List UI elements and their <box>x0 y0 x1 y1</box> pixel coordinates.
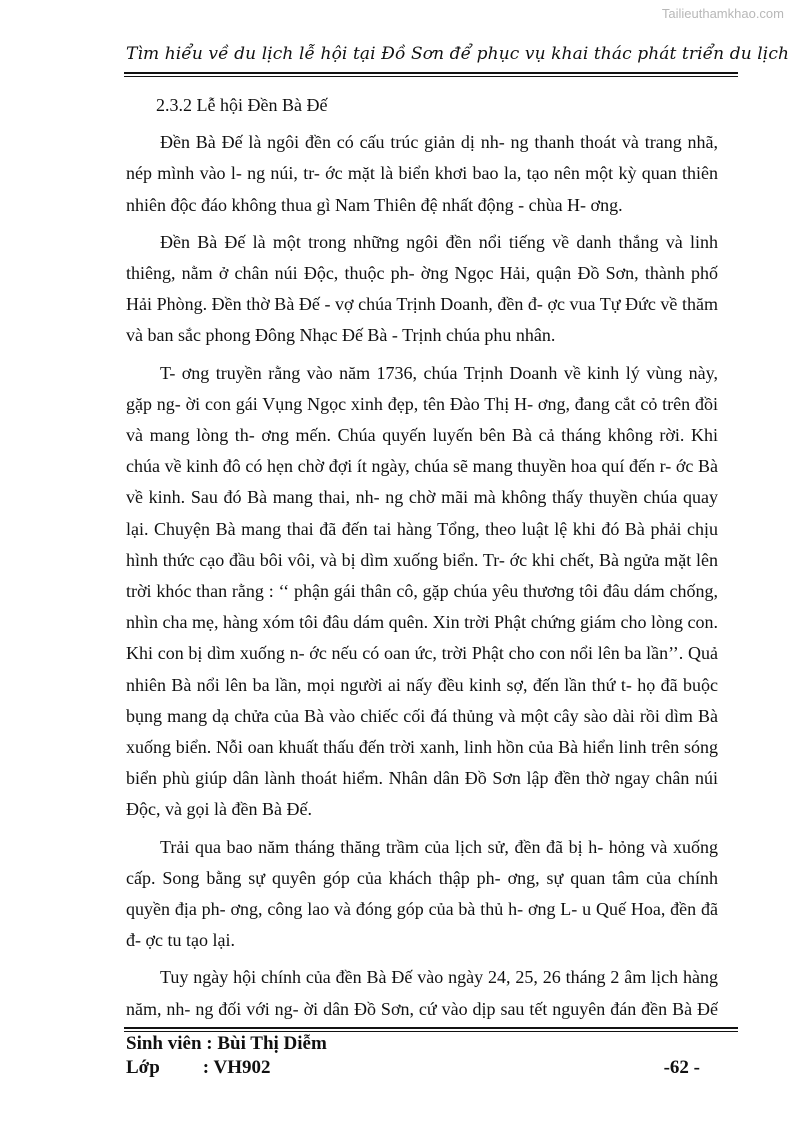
page-number: -62 - <box>663 1057 700 1078</box>
footer-rule-thin <box>124 1031 738 1032</box>
header-rule <box>124 72 738 74</box>
footer-rule <box>124 1027 738 1029</box>
class-value: : VH902 <box>202 1057 271 1078</box>
footer-class <box>126 1057 716 1079</box>
paragraph-4: Trải qua bao năm tháng thăng trầm của lịch sử, đền đã bị h- hỏng và xuống cấp. Song bằng sự quyên góp của khách thập ph- ơng, sự quan tâm của chính quyền địa ph- ơng, công lao và đóng góp của bà thủ h- ơng L- u Quế Hoa, đền đã đ- ợc tu tạo lại. <box>126 836 718 951</box>
paragraph-1: Đền Bà Đế là ngôi đền có cấu trúc giản dị nh- ng thanh thoát và trang nhã, nép mình vào l- ng núi, tr- ớc mặt là biển khơi bao la, tạo nên một kỳ quan thiên nhiên độc đáo không thua gì Nam Thiên đệ nhất động - chùa H- ơng. <box>126 132 718 215</box>
section-heading: 2.3.2 Lễ hội Đền Bà Đế <box>156 95 328 115</box>
document-body <box>126 90 718 1028</box>
student-name: Bùi Thị Diễm <box>217 1033 327 1054</box>
footer-student <box>126 1033 716 1055</box>
paragraph-3: T- ơng truyền rằng vào năm 1736, chúa Trịnh Doanh về kinh lý vùng này, gặp ng- ời con gái Vụng Ngọc xinh đẹp, tên Đào Thị H- ơng, đang cắt cỏ trên đồi và mang lòng th- ơng mến. Chúa quyến luyến bên Bà cả tháng không rời. Khi chúa về kinh đô có hẹn chờ đợi ít ngày, chúa sẽ mang thuyền hoa quí đến r- ớc Bà về kinh. Sau đó Bà mang thai, nh- ng chờ mãi mà không thấy thuyền chúa quay lại. Chuyện Bà mang thai đã đến tai hàng Tổng, theo luật lệ khi đó Bà phải chịu hình thức cạo đầu bôi vôi, và bị dìm xuống biển. Tr- ớc khi chết, Bà ngửa mặt lên trời khóc than rằng : ‘‘ phận gái thân cô, gặp chúa yêu thương tôi đâu dám chống, nhìn cha mẹ, hàng xóm tôi đâu dám quên. Xin trời Phật chứng giám cho lòng con. Khi con bị dìm xuống n- ớc nếu có oan ức, trời Phật cho con nổi lên ba lần’’. Quả nhiên Bà nổi lên ba lần, mọi người ai nấy đều kinh sợ, đến lần thứ t- họ đã buộc bụng mang dạ chửa của Bà vào chiếc cối đá thủng và một cây sào dài rồi dìm Bà xuống biển. Nỗi oan khuất thấu đến trời xanh, linh hồn của Bà hiển linh trên sóng biển phù giúp dân lành thoát hiểm. Nhân dân Đồ Sơn lập đền thờ ngay chân núi Độc, và gọi là đền Bà Đế. <box>126 362 718 820</box>
class-label: Lớp <box>126 1057 160 1078</box>
watermark: Tailieuthamkhao.com <box>661 6 784 21</box>
header-rule-thin <box>124 76 738 77</box>
paragraph-2: Đền Bà Đế là một trong những ngôi đền nổi tiếng về danh thắng và linh thiêng, nằm ở chân núi Độc, thuộc ph- ờng Ngọc Hải, quận Đồ Sơn, thành phố Hải Phòng. Đền thờ Bà Đế - vợ chúa Trịnh Doanh, đền đ- ợc vua Tự Đức về thăm và ban sắc phong Đông Nhạc Đế Bà - Trịnh chúa phu nhân. <box>126 231 718 346</box>
student-label: Sinh viên : <box>126 1033 213 1054</box>
paragraph-5: Tuy ngày hội chính của đền Bà Đế vào ngày 24, 25, 26 tháng 2 âm lịch hàng năm, nh- ng đối với ng- ời dân Đồ Sơn, cứ vào dịp sau tết nguyên đán đền Bà Đế <box>126 967 718 1019</box>
running-header: Tìm hiểu về du lịch lễ hội tại Đồ Sơn để phục vụ khai thác phát triển du lịch <box>126 44 789 64</box>
